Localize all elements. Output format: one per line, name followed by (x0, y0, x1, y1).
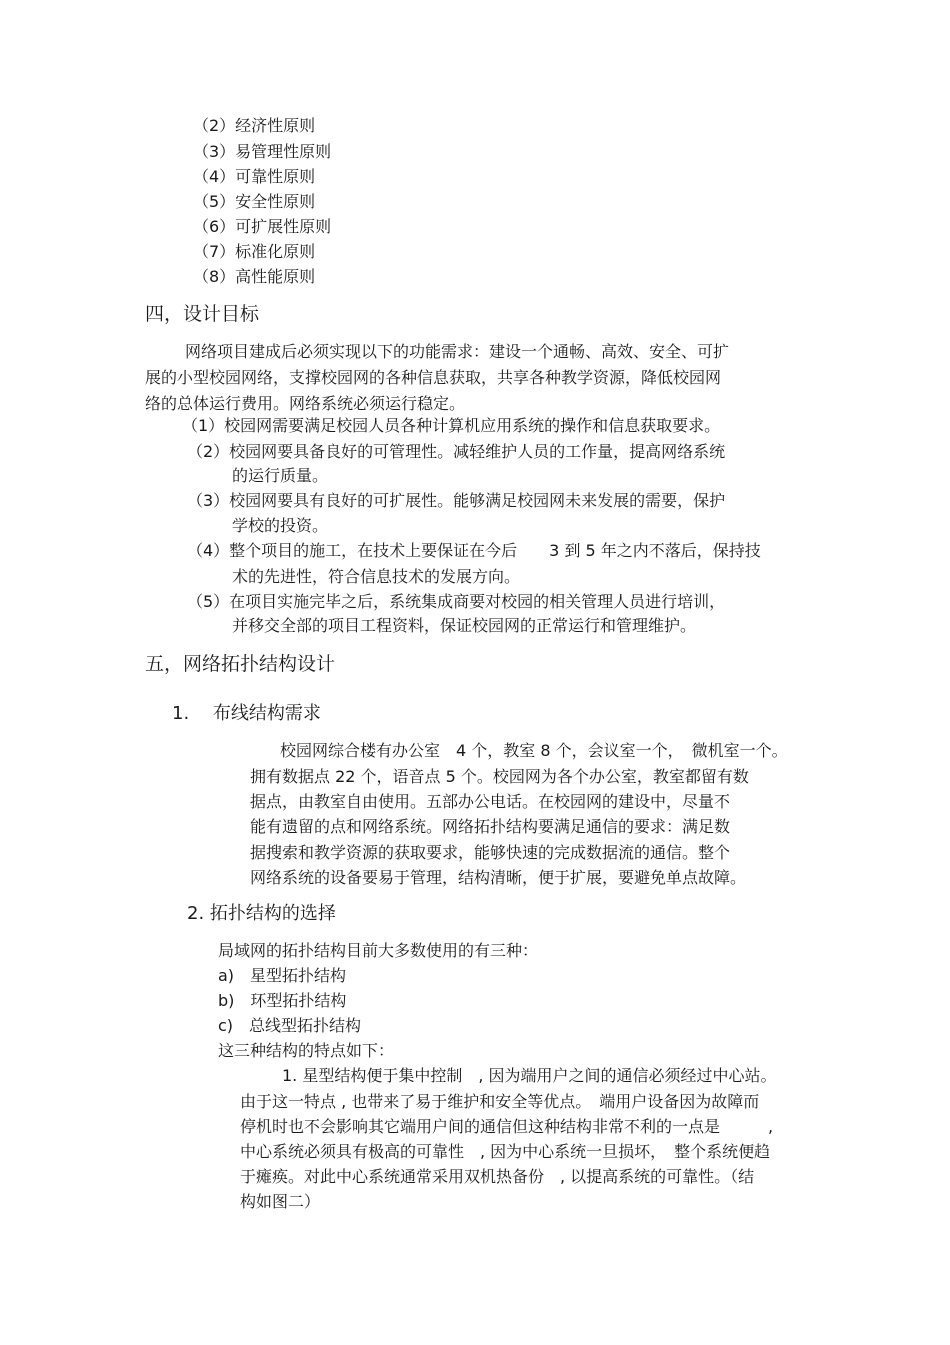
paragraph-line: 网络项目建成后必须实现以下的功能需求：建设一个通畅、高效、安全、可扩 (185, 342, 730, 361)
principle-item: （5）安全性原则 (193, 192, 316, 211)
paragraph-line: 1. 星型结构便于集中控制 , 因为端用户之间的通信必须经过中心站。 (282, 1066, 777, 1085)
goal-line: 并移交全部的项目工程资料，保证校园网的正常运行和管理维护。 (232, 616, 697, 635)
goal-line: （3）校园网要具有良好的可扩展性。能够满足校园网未来发展的需要，保护 (187, 491, 726, 510)
paragraph-line: 据搜索和教学资源的获取要求，能够快速的完成数据流的通信。整个 (250, 843, 731, 862)
paragraph-line: 于瘫痪。对此中心系统通常采用双机热备份 , 以提高系统的可靠性。（结 (240, 1167, 755, 1186)
goal-line: （2）校园网要具备良好的可管理性。减轻维护人员的工作量，提高网络系统 (187, 442, 726, 461)
goal-line: （5）在项目实施完毕之后，系统集成商要对校园的相关管理人员进行培训， (187, 592, 726, 611)
principle-item: （6）可扩展性原则 (193, 217, 332, 236)
paragraph-line: 中心系统必须具有极高的可靠性 , 因为中心系统一旦损坏， 整个系统便趋 (240, 1142, 771, 1161)
paragraph-line: 构如图二） (240, 1192, 321, 1211)
subsection-heading: 2. 拓扑结构的选择 (187, 903, 336, 924)
subsection-heading: 1. 布线结构需求 (172, 703, 321, 724)
paragraph-line: 拥有数据点 22 个，语音点 5 个。校园网为各个办公室，教室都留有数 (250, 767, 749, 786)
section-heading: 五，网络拓扑结构设计 (145, 653, 336, 675)
paragraph-line: 展的小型校园网络，支撑校园网的各种信息获取，共享各种教学资源，降低校园网 (145, 368, 722, 387)
principle-item: （3）易管理性原则 (193, 142, 332, 161)
topology-type-item: c) 总线型拓扑结构 (218, 1016, 362, 1035)
principle-item: （8）高性能原则 (193, 267, 316, 286)
topology-type-item: a) 星型拓扑结构 (218, 966, 347, 985)
paragraph-line: 网络系统的设备要易于管理，结构清晰，便于扩展，要避免单点故障。 (250, 868, 747, 887)
paragraph-line: 能有遗留的点和网络系统。网络拓扑结构要满足通信的要求：满足数 (250, 817, 731, 836)
principle-item: （7）标准化原则 (193, 242, 316, 261)
principle-item: （4）可靠性原则 (193, 167, 316, 186)
goal-line: 的运行质量。 (232, 466, 329, 485)
goal-line: （4）整个项目的施工，在技术上要保证在今后 3 到 5 年之内不落后，保持技 (187, 541, 761, 560)
principle-item: （2）经济性原则 (193, 116, 316, 135)
goal-line: 术的先进性，符合信息技术的发展方向。 (232, 567, 521, 586)
goal-line: （1）校园网需要满足校园人员各种计算机应用系统的操作和信息获取要求。 (182, 416, 721, 435)
goal-line: 学校的投资。 (232, 516, 329, 535)
paragraph-line: 局域网的拓扑结构目前大多数使用的有三种： (218, 941, 539, 960)
paragraph-line: 校园网综合楼有办公室 4 个，教室 8 个，会议室一个， 微机室一个。 (280, 741, 788, 760)
paragraph-line: 由于这一特点 , 也带来了易于维护和安全等优点。 端用户设备因为故障而 (240, 1092, 760, 1111)
paragraph-line: 这三种结构的特点如下： (218, 1041, 395, 1060)
section-heading: 四，设计目标 (145, 303, 260, 325)
paragraph-line: 据点，由教室自由使用。五部办公电话。在校园网的建设中，尽量不 (250, 792, 731, 811)
paragraph-line: 停机时也不会影响其它端用户间的通信但这种结构非常不利的一点是 , (240, 1117, 774, 1136)
paragraph-line: 络的总体运行费用。网络系统必须运行稳定。 (145, 394, 466, 413)
topology-type-item: b) 环型拓扑结构 (218, 991, 347, 1010)
